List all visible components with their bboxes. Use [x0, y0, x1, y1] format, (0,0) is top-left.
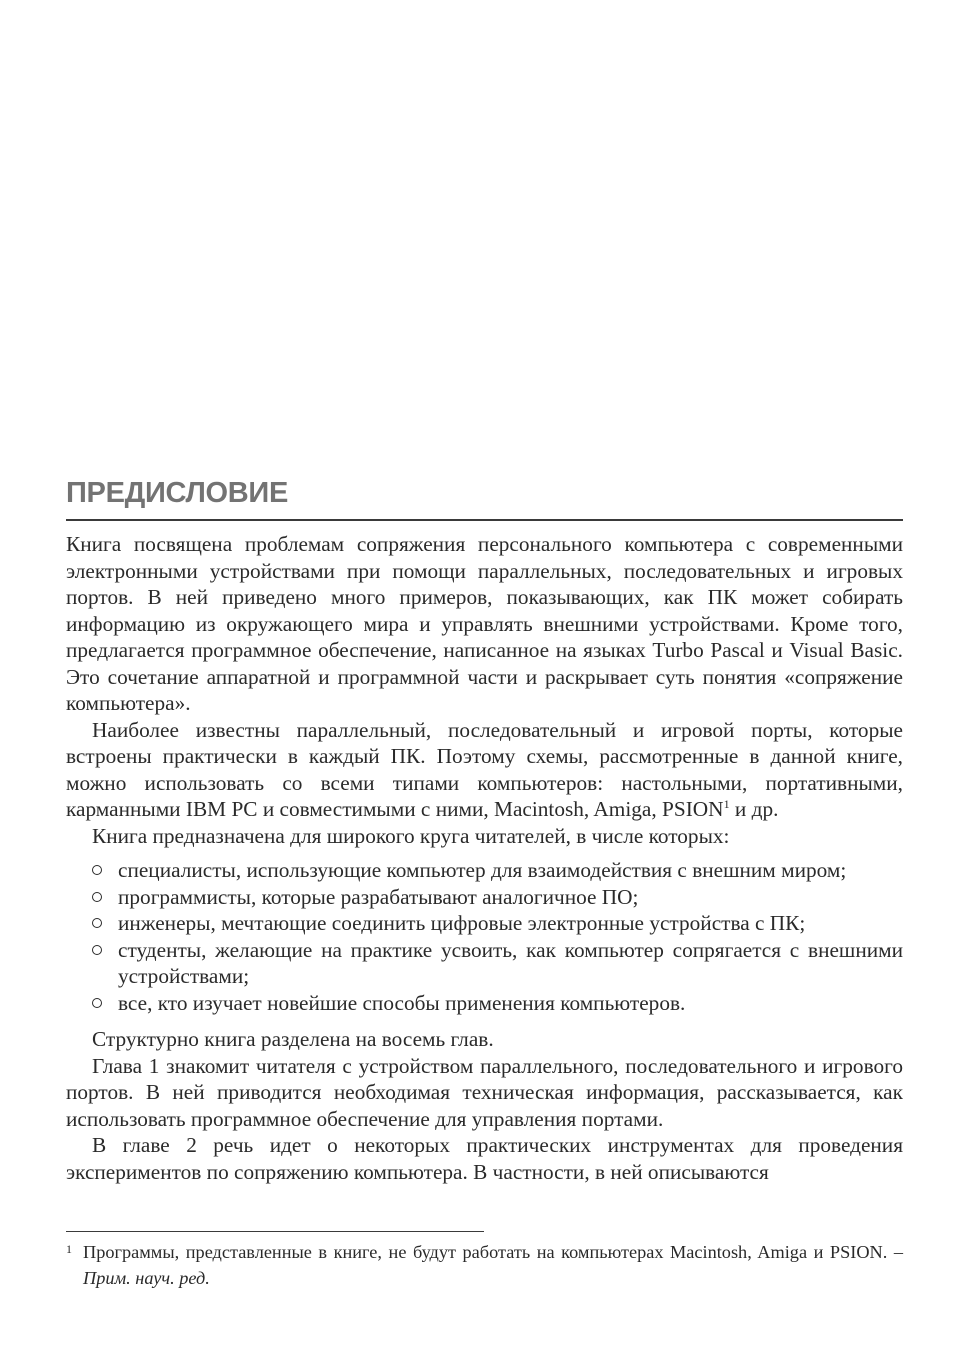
list-item-text: все, кто изучает новейшие способы применения компьютеров. — [118, 990, 686, 1015]
footnote-divider — [66, 1231, 484, 1232]
list-item-text: инженеры, мечтающие соединить цифровые электронные устройства с ПК; — [118, 911, 806, 935]
footnote-text: Программы, представленные в книге, не будут работать на компьютерах Macintosh, Amiga и PSION. – — [83, 1242, 903, 1262]
circle-bullet-icon — [92, 945, 102, 955]
circle-bullet-icon — [92, 998, 102, 1008]
footnote-mark: 1 — [66, 1242, 72, 1256]
list-item-text: программисты, которые разрабатывают аналогичное ПО; — [118, 884, 639, 909]
list-item — [66, 910, 903, 937]
paragraph-ports — [66, 717, 903, 823]
circle-bullet-icon — [92, 892, 102, 902]
audience-list — [66, 857, 903, 1016]
paragraph-ports-text: Наиболее известны параллельный, последовательный и игровой порты, которые встроены практически в каждый ПК. Поэтому схемы, рассмотренные в данной книге, можно использовать со всеми типами компьютеров: настольными, портативными, карманными IBM PC и совместимыми с ними, Macintosh, Amiga, PSION — [66, 717, 903, 821]
circle-bullet-icon — [92, 918, 102, 928]
paragraph-intro: Книга посвящена проблемам сопряжения персонального компьютера с современными электронными устройствами при помощи параллельных, последовательных и игровых портов. В ней приведено много примеров, показывающих, как ПК может собирать информацию из окружающего мира и управлять внешними устройствами. Кроме того, предлагается программное обеспечение, написанное на языках Turbo Pascal и Visual Basic. Это сочетание аппаратной и программной части и раскрывает суть понятия «сопряжение компьютера». — [66, 532, 903, 715]
list-item-text: студенты, желающие на практике усвоить, как компьютер сопрягается с внешними устройствами; — [118, 937, 903, 988]
paragraph-audience: Книга предназначена для широкого круга читателей, в числе которых: — [92, 823, 730, 848]
list-item — [66, 857, 903, 884]
page-title: ПРЕДИСЛОВИЕ — [66, 477, 288, 509]
footnote-body — [66, 1239, 903, 1291]
paragraph-chapter-2: В главе 2 речь идет о некоторых практических инструментах для проведения экспериментов по сопряжению компьютера. В частности, в ней описываются — [66, 1133, 903, 1184]
footnote-editor-note: Прим. науч. ред. — [83, 1268, 210, 1288]
circle-bullet-icon — [92, 865, 102, 875]
list-item — [66, 884, 903, 911]
heading-divider — [66, 519, 903, 521]
list-item — [66, 937, 903, 990]
page-content — [66, 474, 903, 1185]
footnote — [66, 1239, 903, 1291]
list-item — [66, 990, 903, 1017]
paragraph-structure: Структурно книга разделена на восемь глав. — [92, 1027, 494, 1051]
paragraph-ports-tail: и др. — [729, 797, 779, 821]
footnote-reference[interactable]: 1 — [723, 797, 730, 811]
list-item-text: специалисты, использующие компьютер для взаимодействия с внешним миром; — [118, 858, 847, 882]
paragraph-chapter-1: Глава 1 знакомит читателя с устройством параллельного, последовательного и игрового портов. В ней приводится необходимая техническая информация, рассказывается, как использовать программное обеспечение для управления портами. — [66, 1053, 903, 1131]
